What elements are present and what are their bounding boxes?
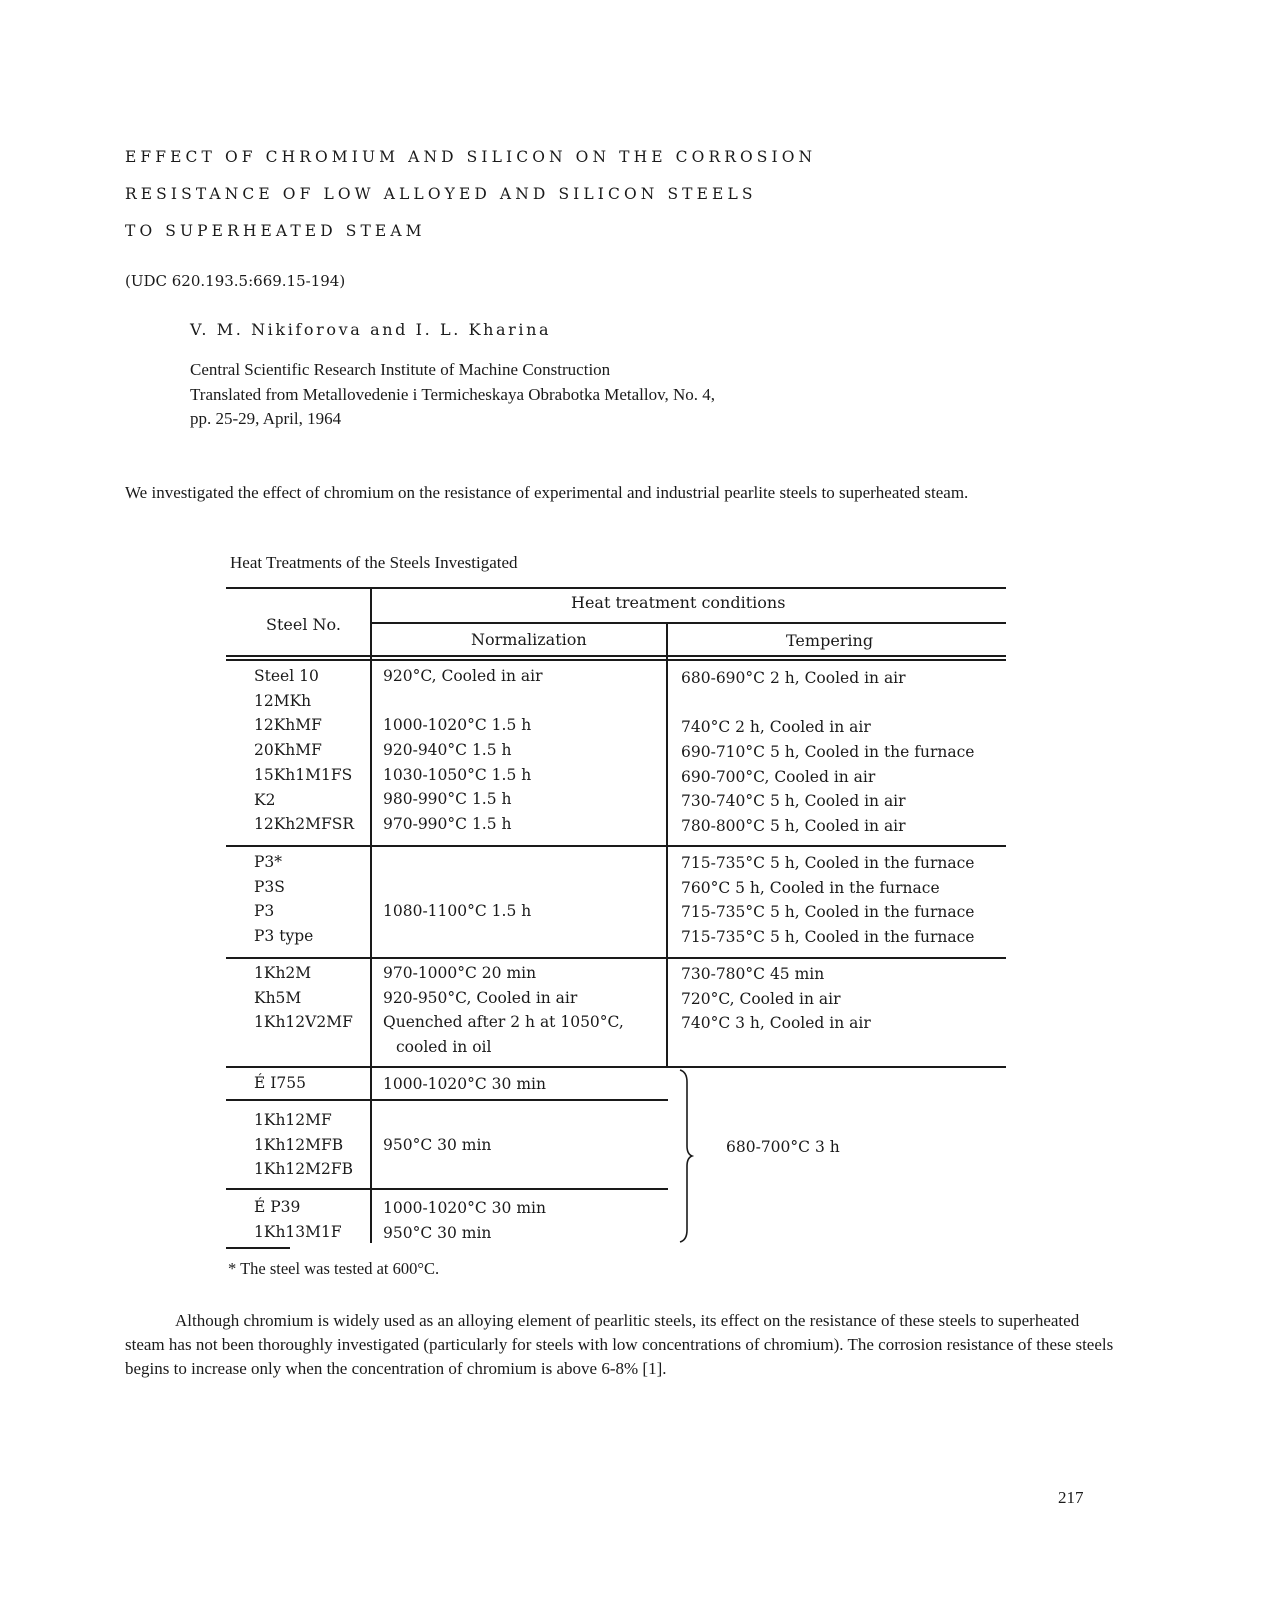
table-cell: 715-735°C 5 h, Cooled in the furnace	[681, 928, 975, 947]
table-cell: K2	[254, 790, 276, 809]
table-cell: 20KhMF	[254, 741, 322, 760]
steel-column	[254, 961, 353, 1035]
affiliation-line: pp. 25-29, April, 1964	[190, 409, 342, 428]
title-line-2: RESISTANCE OF LOW ALLOYED AND SILICON STEELS	[125, 185, 757, 203]
table-cell	[383, 924, 531, 949]
group-rule	[226, 1188, 668, 1190]
table-cell	[383, 875, 531, 900]
table-cell: 680-690°C 2 h, Cooled in air	[681, 669, 906, 687]
tempering-column	[681, 666, 974, 839]
normalization-column	[383, 850, 531, 949]
header-normalization: Normalization	[471, 630, 587, 649]
table-cell: 12MKh	[254, 691, 312, 710]
steel-column	[254, 664, 354, 837]
tempering-column	[681, 851, 974, 950]
title-line-1: EFFECT OF CHROMIUM AND SILICON ON THE CORROSION	[125, 148, 817, 166]
table-cell: 720°C, Cooled in air	[681, 989, 841, 1008]
table-cell: 1000-1020°C 30 min	[383, 1199, 546, 1217]
table-cell: 740°C 3 h, Cooled in air	[681, 1014, 871, 1033]
table-cell	[383, 850, 531, 875]
table-cell: P3	[254, 902, 275, 921]
affiliation-line: Central Scientific Research Institute of Machine Construction	[190, 360, 611, 379]
affiliation	[190, 358, 715, 432]
table-cell: 730-740°C 5 h, Cooled in air	[681, 792, 906, 811]
table-cell: 1Kh12V2MF	[254, 1013, 353, 1032]
table-cell: 15Kh1M1FS	[254, 765, 353, 784]
table-cell: 715-735°C 5 h, Cooled in the furnace	[681, 903, 975, 922]
body-paragraph-text: Although chromium is widely used as an alloying element of pearlitic steels, its effect on the resistance of these steels to superheated steam has not been thoroughly investigated (particularly for steels with low concentrations of chromium). The corrosion resistance of these steels begins to increase only when the concentration of chromium is above 6-8% [1].	[125, 1311, 1114, 1378]
shared-tempering: 680-700°C 3 h	[726, 1138, 840, 1156]
authors: V. M. Nikiforova and I. L. Kharina	[190, 320, 552, 339]
group-rule	[226, 1099, 668, 1101]
intro-paragraph: We investigated the effect of chromium on the resistance of experimental and industrial pearlite steels to superheated steam.	[125, 483, 969, 502]
header-tempering: Tempering	[786, 631, 874, 650]
normalization-column	[383, 1196, 546, 1245]
table-cell: 715-735°C 5 h, Cooled in the furnace	[681, 854, 975, 872]
table-cell: cooled in oil	[396, 1038, 492, 1057]
group-rule	[226, 957, 1006, 959]
table-top-rule	[226, 587, 1006, 589]
table-cell: 1Kh12M2FB	[254, 1160, 354, 1179]
col-divider-1	[370, 587, 372, 1243]
group-rule	[226, 1066, 1006, 1068]
table-cell: 920-950°C, Cooled in air	[383, 988, 578, 1007]
table-cell: 690-700°C, Cooled in air	[681, 767, 876, 786]
table-cell: 690-710°C 5 h, Cooled in the furnace	[681, 743, 975, 762]
header-rule-2	[226, 659, 1006, 661]
table-cell	[681, 691, 974, 716]
table-cell: 970-990°C 1.5 h	[383, 815, 512, 834]
table-cell: É I755	[254, 1074, 306, 1092]
normalization-column	[383, 961, 624, 1060]
table-cell: 950°C 30 min	[383, 1136, 492, 1154]
normalization-column	[383, 664, 542, 837]
table-cell: 1000-1020°C 30 min	[383, 1075, 546, 1093]
steel-column	[254, 1108, 353, 1182]
table-cell: Steel 10	[254, 667, 319, 685]
steel-column	[254, 1195, 342, 1244]
body-paragraph	[125, 1309, 1115, 1381]
table-cell: 12KhMF	[254, 716, 322, 735]
table-cell: É P39	[254, 1198, 301, 1216]
table-caption: Heat Treatments of the Steels Investigated	[230, 553, 518, 572]
table-cell: 950°C 30 min	[383, 1223, 492, 1242]
header-rule-1	[226, 655, 1006, 657]
title-line-3: TO SUPERHEATED STEAM	[125, 222, 426, 240]
table-cell: 780-800°C 5 h, Cooled in air	[681, 817, 906, 836]
table-cell: 1000-1020°C 1.5 h	[383, 716, 532, 735]
udc-code: (UDC 620.193.5:669.15-194)	[125, 272, 346, 290]
table-cell: 970-1000°C 20 min	[383, 964, 537, 982]
table-cell: Kh5M	[254, 988, 302, 1007]
table-cell: 1Kh12MF	[254, 1111, 332, 1129]
table-cell: P3S	[254, 877, 285, 896]
brace-icon	[676, 1068, 696, 1244]
table-cell: 760°C 5 h, Cooled in the furnace	[681, 878, 940, 897]
table-cell: 1030-1050°C 1.5 h	[383, 765, 532, 784]
table-cell: 1Kh12MFB	[254, 1135, 344, 1154]
table-cell: P3*	[254, 853, 283, 871]
table-cell: Quenched after 2 h at 1050°C,	[383, 1013, 624, 1032]
header-steel-no: Steel No.	[266, 615, 341, 634]
table-cell: 730-780°C 45 min	[681, 965, 825, 983]
steel-column	[254, 850, 313, 949]
header-heat-treatment: Heat treatment conditions	[571, 593, 786, 612]
table-cell: 1Kh2M	[254, 964, 312, 982]
table-cell	[383, 689, 542, 714]
group-rule	[226, 845, 1006, 847]
table-cell: 920-940°C 1.5 h	[383, 741, 512, 760]
footnote-rule	[226, 1247, 290, 1249]
table-cell: P3 type	[254, 927, 314, 946]
table-cell: 920°C, Cooled in air	[383, 667, 543, 685]
affiliation-line: Translated from Metallovedenie i Termicheskaya Obrabotka Metallov, No. 4,	[190, 384, 716, 404]
table-cell: 980-990°C 1.5 h	[383, 790, 512, 809]
tempering-column	[681, 962, 871, 1036]
table-cell: 740°C 2 h, Cooled in air	[681, 718, 871, 737]
table-cell: 12Kh2MFSR	[254, 815, 355, 834]
page-number: 217	[1058, 1488, 1084, 1507]
table-cell: 1080-1100°C 1.5 h	[383, 902, 532, 921]
table-cell: 1Kh13M1F	[254, 1222, 342, 1241]
group-header-rule	[370, 622, 1006, 624]
table-footnote: * The steel was tested at 600°C.	[228, 1259, 440, 1278]
